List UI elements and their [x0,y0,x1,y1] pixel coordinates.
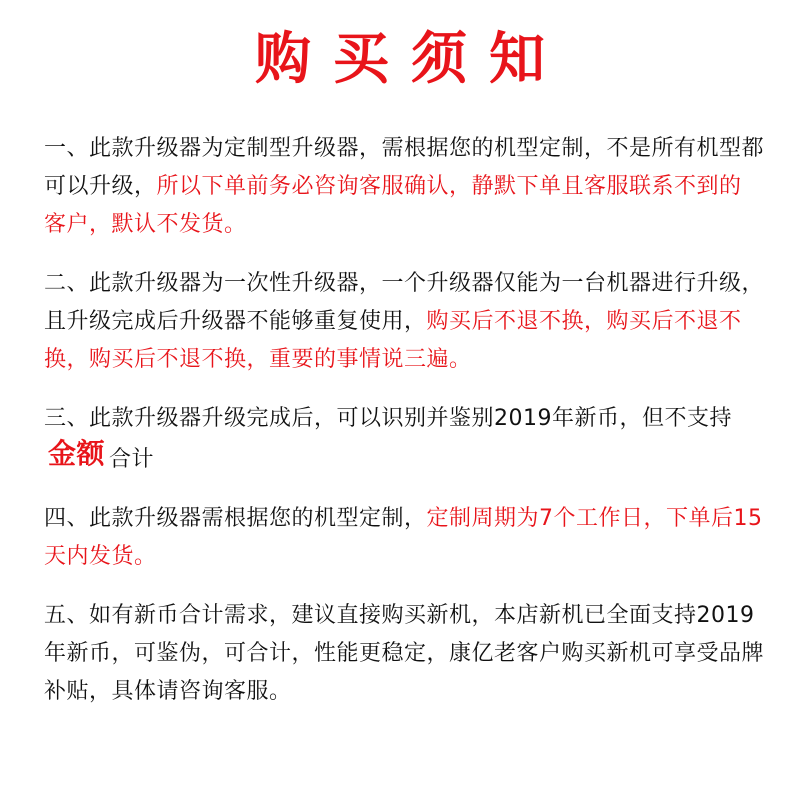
emphasis-text: 金额 [48,437,106,470]
notice-text-tail: 合计 [109,447,155,472]
notice-item-4 [44,500,764,576]
notice-item-5 [44,597,764,711]
notice-text: 四、此款升级器需根据您的机型定制， [44,506,427,531]
notice-text: 一、此款升级器为定制型升级器，需根据您的机型定制，不是所有机型都可以升级， [44,136,765,199]
notice-item-3 [44,400,764,479]
notice-text: 五、如有新币合计需求，建议直接购买新机，本店新机已全面支持2019年新币，可鉴伪，可合计，性能更稳定，康亿老客户购买新机可享受品牌补贴，具体请咨询客服。 [44,603,765,704]
notice-list [44,130,764,732]
page-title: 购买须知 [255,27,567,92]
notice-item-2 [44,265,764,379]
notice-warning-text: 购买后不退不换，购买后不退不换，购买后不退不换，重要的事情说三遍。 [44,309,742,372]
notice-text: 二、此款升级器为一次性升级器，一个升级器仅能为一台机器进行升级，且升级完成后升级器不能够重复使用， [44,271,765,334]
notice-warning-text: 定制周期为7个工作日，下单后15天内发货。 [44,506,763,569]
notice-item-1 [44,130,764,244]
notice-warning-text: 所以下单前务必咨询客服确认，静默下单且客服联系不到的客户，默认不发货。 [44,174,742,237]
notice-text: 三、此款升级器升级完成后，可以识别并鉴别2019年新币，但不支持 [44,406,732,431]
